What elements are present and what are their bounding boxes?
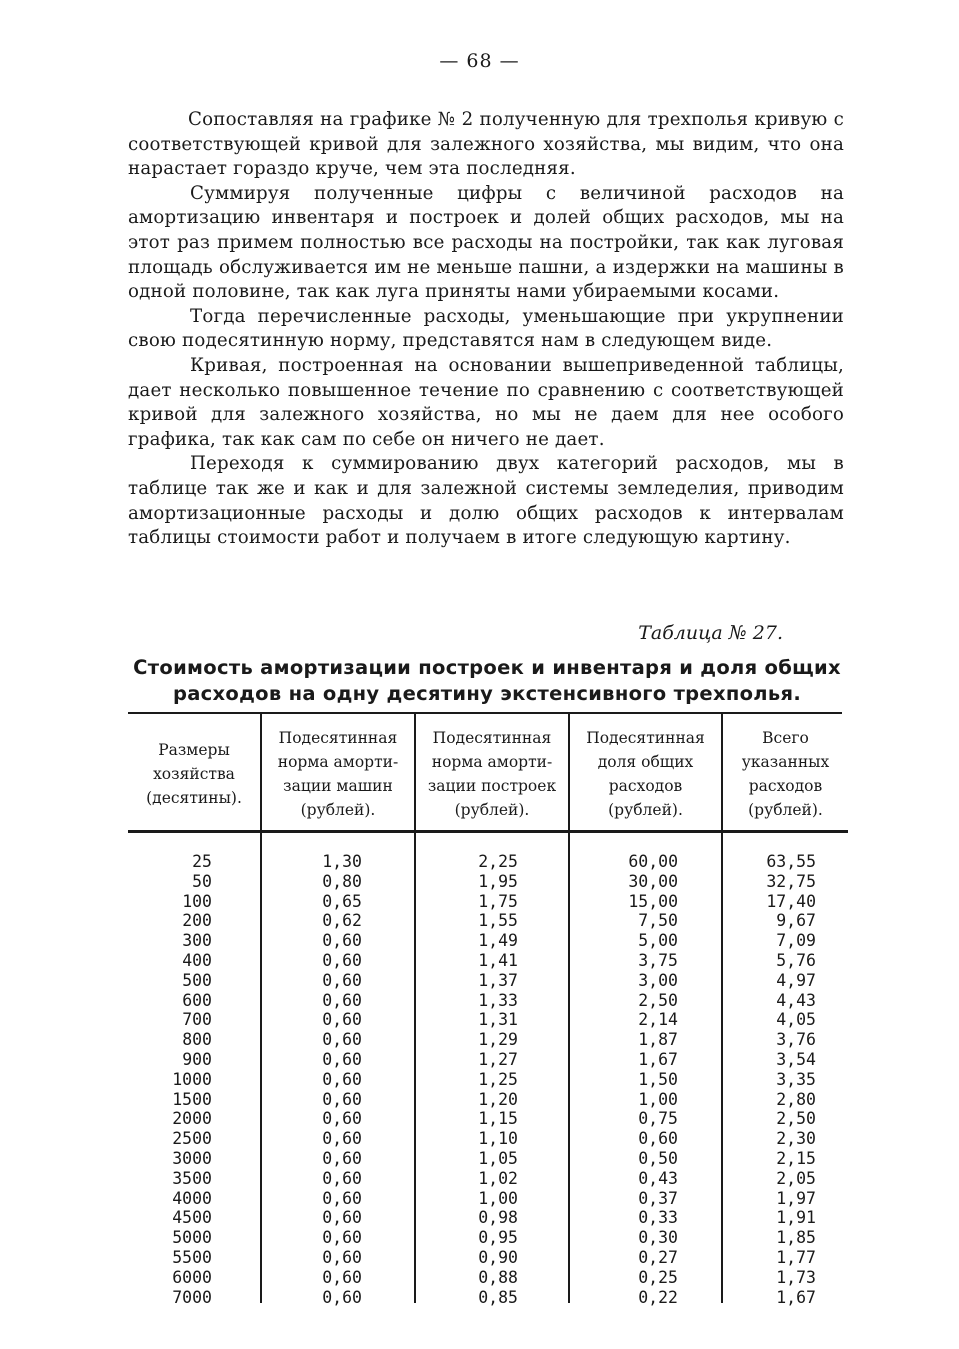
body-text xyxy=(128,108,844,551)
paragraph: Кривая, построенная на основании вышеприведенной таблицы, дает несколько повышенное течение по сравнению с соответствующей кривой для залежного хозяйства, но мы не даем для нее особого графика, так как сам по себе он ничего не дает. xyxy=(128,354,844,450)
header-line: (рублей). xyxy=(608,801,683,819)
header-line: Подесятинная xyxy=(278,729,398,747)
header-total xyxy=(723,722,848,826)
table-cell: 4500 xyxy=(172,1208,212,1228)
table-cell: 1,87 xyxy=(638,1030,678,1050)
header-size xyxy=(128,722,260,826)
table-cell: 0,30 xyxy=(638,1228,678,1248)
table-cell: 1500 xyxy=(172,1089,212,1109)
paragraph: Переходя к суммированию двух категорий расходов, мы в таблице так же и как и для залежной системы земледелия, приводим амортизационные расходы и долю общих расходов к интервалам таблицы стоимости работ и получаем в итоге следующую картину. xyxy=(128,453,844,549)
table-cell: 5,00 xyxy=(638,931,678,951)
table-cell: 25 xyxy=(192,852,212,871)
column-divider xyxy=(568,833,570,1303)
table-cell: 0,75 xyxy=(638,1109,678,1129)
table-cell: 0,37 xyxy=(638,1188,678,1208)
column-divider xyxy=(414,833,416,1303)
header-machines xyxy=(262,722,414,826)
header-line: расходов xyxy=(748,777,823,795)
table-cell: 0,60 xyxy=(322,1208,362,1228)
header-line: хозяйства xyxy=(153,765,235,783)
table-rule xyxy=(128,830,848,833)
header-line: норма аморти- xyxy=(431,753,553,771)
table-cell: 1,20 xyxy=(478,1089,518,1109)
table-title-line: расходов на одну десятину экстенсивного трехполья. xyxy=(172,682,802,705)
table-cell: 3,35 xyxy=(776,1069,816,1089)
table-cell: 0,60 xyxy=(322,990,362,1010)
table-cell: 0,60 xyxy=(322,931,362,951)
column-buildings xyxy=(464,852,518,1307)
table-title xyxy=(126,655,848,707)
table-cell: 15,00 xyxy=(628,891,678,911)
table-cell: 1,97 xyxy=(776,1188,816,1208)
table-cell: 6000 xyxy=(172,1267,212,1287)
table-cell: 1,31 xyxy=(478,1010,518,1030)
table-cell: 2000 xyxy=(172,1109,212,1129)
table-cell: 200 xyxy=(182,911,212,931)
table-cell: 0,22 xyxy=(638,1287,678,1307)
header-line: Подесятинная xyxy=(432,729,552,747)
table-cell: 600 xyxy=(182,990,212,1010)
table-cell: 2,50 xyxy=(776,1109,816,1129)
table-cell: 1,00 xyxy=(638,1089,678,1109)
table-cell: 0,60 xyxy=(322,1168,362,1188)
table-cell: 1,25 xyxy=(478,1069,518,1089)
table-cell: 900 xyxy=(182,1049,212,1069)
column-sizes xyxy=(168,852,212,1307)
header-buildings xyxy=(416,722,568,826)
table-cell: 0,60 xyxy=(322,1109,362,1129)
table-cell: 1,27 xyxy=(478,1049,518,1069)
table-cell: 0,85 xyxy=(478,1287,518,1307)
table-cell: 32,75 xyxy=(766,871,816,891)
table-cell: 5,76 xyxy=(776,950,816,970)
table-cell: 0,60 xyxy=(638,1129,678,1149)
column-divider xyxy=(260,833,262,1303)
table-cell: 0,60 xyxy=(322,1267,362,1287)
table-cell: 3,75 xyxy=(638,950,678,970)
header-line: (рублей). xyxy=(748,801,823,819)
table-cell: 9,67 xyxy=(776,911,816,931)
table-cell: 0,60 xyxy=(322,1049,362,1069)
table-cell: 1,95 xyxy=(478,871,518,891)
table-cell: 0,60 xyxy=(322,1089,362,1109)
table-cell: 500 xyxy=(182,970,212,990)
paragraph: Тогда перечисленные расходы, уменьшающие при укрупнении свою подесятинную норму, представятся нам в следующем виде. xyxy=(128,305,844,352)
column-general xyxy=(614,852,678,1307)
table-cell: 1,10 xyxy=(478,1129,518,1149)
table-cell: 300 xyxy=(182,931,212,951)
table-cell: 2500 xyxy=(172,1129,212,1149)
header-line: (десятины). xyxy=(146,789,242,807)
table-cell: 1,15 xyxy=(478,1109,518,1129)
table-cell: 700 xyxy=(182,1010,212,1030)
table-cell: 1,37 xyxy=(478,970,518,990)
table-cell: 0,90 xyxy=(478,1247,518,1267)
table-cell: 4,05 xyxy=(776,1010,816,1030)
table-cell: 1,02 xyxy=(478,1168,518,1188)
table-cell: 5000 xyxy=(172,1228,212,1248)
table-cell: 100 xyxy=(182,891,212,911)
header-line: зации машин xyxy=(283,777,393,795)
table-cell: 17,40 xyxy=(766,891,816,911)
table-cell: 1,75 xyxy=(478,891,518,911)
table-cell: 0,98 xyxy=(478,1208,518,1228)
table-cell: 0,60 xyxy=(322,1030,362,1050)
table-cell: 0,43 xyxy=(638,1168,678,1188)
table-cell: 0,50 xyxy=(638,1148,678,1168)
table-cell: 1,05 xyxy=(478,1148,518,1168)
table-cell: 0,60 xyxy=(322,1148,362,1168)
table-cell: 1,73 xyxy=(776,1267,816,1287)
table-cell: 0,60 xyxy=(322,1069,362,1089)
table-cell: 0,62 xyxy=(322,911,362,931)
table-cell: 0,60 xyxy=(322,1247,362,1267)
table-cell: 1,33 xyxy=(478,990,518,1010)
table-cell: 4,43 xyxy=(776,990,816,1010)
table-cell: 2,25 xyxy=(478,852,518,871)
table-cell: 63,55 xyxy=(766,852,816,871)
table-cell: 0,60 xyxy=(322,1287,362,1307)
table-cell: 1,30 xyxy=(322,852,362,871)
table-cell: 2,80 xyxy=(776,1089,816,1109)
header-line: Размеры xyxy=(158,741,230,759)
table-cell: 1,41 xyxy=(478,950,518,970)
table-cell: 50 xyxy=(192,871,212,891)
table-cell: 3,00 xyxy=(638,970,678,990)
table-cell: 1,77 xyxy=(776,1247,816,1267)
header-line: (рублей). xyxy=(300,801,376,819)
table-cell: 4,97 xyxy=(776,970,816,990)
header-general xyxy=(570,722,721,826)
header-line: (рублей). xyxy=(454,801,530,819)
table-cell: 1,67 xyxy=(638,1049,678,1069)
table-cell: 800 xyxy=(182,1030,212,1050)
header-line: доля общих xyxy=(597,753,694,771)
table-cell: 2,14 xyxy=(638,1010,678,1030)
table-cell: 0,60 xyxy=(322,950,362,970)
header-line: указанных xyxy=(741,753,830,771)
table-cell: 0,60 xyxy=(322,1010,362,1030)
table-cell: 2,05 xyxy=(776,1168,816,1188)
table-cell: 0,33 xyxy=(638,1208,678,1228)
table-cell: 7,50 xyxy=(638,911,678,931)
table-cell: 3500 xyxy=(172,1168,212,1188)
table-cell: 1,50 xyxy=(638,1069,678,1089)
table-rule xyxy=(128,712,842,714)
table-cell: 30,00 xyxy=(628,871,678,891)
table-cell: 1,00 xyxy=(478,1188,518,1208)
header-line: расходов xyxy=(608,777,683,795)
paragraph: Сопоставляя на графике № 2 полученную для трехполья кривую с соответствующей кривой для залежного хозяйства, мы видим, что она нарастает гораздо круче, чем эта последняя. xyxy=(128,109,844,180)
table-cell: 400 xyxy=(182,950,212,970)
table-cell: 1,29 xyxy=(478,1030,518,1050)
page-number: — 68 — xyxy=(439,50,520,72)
table-cell: 1,85 xyxy=(776,1228,816,1248)
table-cell: 7000 xyxy=(172,1287,212,1307)
table-cell: 0,80 xyxy=(322,871,362,891)
table-cell: 3,76 xyxy=(776,1030,816,1050)
paragraph: Суммируя полученные цифры с величиной расходов на амортизацию инвентаря и построек и долей общих расходов, мы на этот раз примем полностью все расходы на постройки, так как луговая площадь обслуживается им не меньше пашни, а издержки на машины в одной половине, так как луга приняты нами убираемыми косами. xyxy=(128,182,844,303)
table-cell: 1,91 xyxy=(776,1208,816,1228)
table-title-line: Стоимость амортизации построек и инвентаря и доля общих xyxy=(133,656,841,679)
table-cell: 0,60 xyxy=(322,1129,362,1149)
table-cell: 1,67 xyxy=(776,1287,816,1307)
column-total xyxy=(756,852,816,1307)
table-label: Таблица № 27. xyxy=(638,622,783,644)
header-line: норма аморти- xyxy=(277,753,399,771)
table-cell: 1,55 xyxy=(478,911,518,931)
table-cell: 1,49 xyxy=(478,931,518,951)
header-line: зации построек xyxy=(427,777,557,795)
table-cell: 0,60 xyxy=(322,970,362,990)
table-cell: 4000 xyxy=(172,1188,212,1208)
column-divider xyxy=(721,833,723,1303)
table-cell: 2,15 xyxy=(776,1148,816,1168)
table-cell: 2,30 xyxy=(776,1129,816,1149)
table-cell: 3,54 xyxy=(776,1049,816,1069)
table-cell: 0,25 xyxy=(638,1267,678,1287)
table-cell: 60,00 xyxy=(628,852,678,871)
header-line: Всего xyxy=(762,729,809,747)
table-cell: 0,27 xyxy=(638,1247,678,1267)
table-cell: 5500 xyxy=(172,1247,212,1267)
table-cell: 0,88 xyxy=(478,1267,518,1287)
header-line: Подесятинная xyxy=(586,729,705,747)
table-cell: 0,60 xyxy=(322,1228,362,1248)
table-cell: 2,50 xyxy=(638,990,678,1010)
column-machines xyxy=(308,852,362,1307)
table-cell: 3000 xyxy=(172,1148,212,1168)
table-cell: 1000 xyxy=(172,1069,212,1089)
table-cell: 7,09 xyxy=(776,931,816,951)
table-cell: 0,60 xyxy=(322,1188,362,1208)
table-cell: 0,65 xyxy=(322,891,362,911)
table-cell: 0,95 xyxy=(478,1228,518,1248)
